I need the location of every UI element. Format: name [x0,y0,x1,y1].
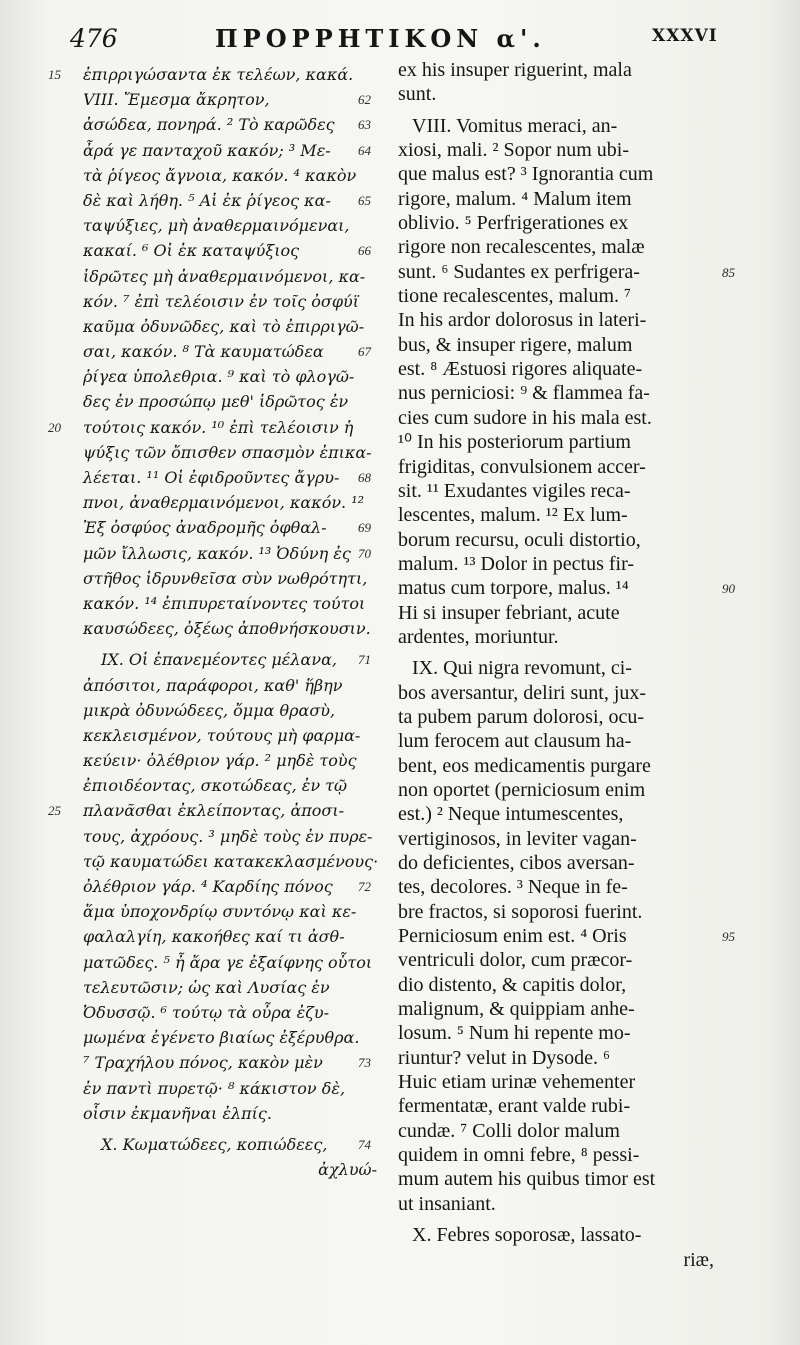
text-line: bus, & insuper rigere, malum [398,333,633,356]
text-line: non oportet (perniciosum enim [398,778,646,801]
margin-line-number: 20 [48,419,61,435]
text-line: VIII. Ἔμεσμα ἄκρητον, [83,90,270,110]
page-binding-shadow [766,0,800,1345]
text-line: cies cum sudore in his mala est. [398,406,652,429]
margin-line-number: 25 [48,803,61,819]
text-line: In his ardor dolorosus in lateri- [398,309,647,332]
text-line: κεκλεισμένον, τούτους μὴ φαρμα- [83,725,361,745]
text-line: bre fractos, si soporosi fuerint. [398,900,643,923]
text-line: losum. ⁵ Num hi repente mo- [398,1022,631,1045]
text-line: ταψύξιες, μὴ ἀναθερμαινόμεναι, [83,216,350,236]
text-line: μικρὰ ὀδυνώδεες, ὄμμα θρασὺ, [83,700,336,720]
text-line: sit. ¹¹ Exudantes vigiles reca- [398,479,631,502]
text-line: ἐπιοιδέοντας, σκοτώδεας, ἐν τῷ [83,776,348,796]
text-line: ut insaniant. [398,1192,496,1215]
text-line: ἐν παντὶ πυρετῷ· ⁸ κάκιστον δὲ, [83,1078,346,1098]
text-line: riuntur? velut in Dysode. ⁶ [398,1046,610,1069]
text-line: do deficientes, cibos aversan- [398,852,635,874]
text-line: matus cum torpore, malus. ¹⁴ [398,577,629,600]
text-line: τῷ καυματώδει κατακεκλασμένους· [83,851,379,871]
text-line: X. Κωματώδεες, κοπιώδεες, [101,1134,328,1154]
text-line: nus perniciosi: ⁹ & flammea fa- [398,382,650,405]
text-line: sunt. ⁶ Sudantes ex perfrigera- [398,260,640,283]
text-line: VIII. Vomitus meraci, an- [412,114,618,137]
text-line: que malus est? ³ Ignorantia cum [398,163,654,186]
running-title: ΠΡΟΡΡΗΤΙΚΟΝ α'. [215,24,546,53]
margin-line-number: 70 [358,545,371,561]
text-line: τὰ ῥίγεος ἄγνοια, κακόν. ⁴ κακὸν [83,165,357,185]
text-line: IX. Οἱ ἐπανεμέοντες μέλανα, [101,650,337,670]
margin-line-number: 72 [358,879,371,894]
text-line: ἐπιρριγώσαντα ἐκ τελέων, κακά. [83,65,354,84]
text-line: ¹⁰ In his posteriorum partium [398,431,631,454]
text-line: est. ⁸ Æstuosi rigores aliquate- [398,358,643,381]
text-line: ψύξις τῶν ὄπισθεν σπασμὸν ἐπικα- [83,442,372,462]
margin-line-number: 64 [358,142,371,158]
text-line: sunt. [398,83,437,106]
text-line: κακόν. ¹⁴ ἐπιπυρεταίνοντες τούτοι [83,593,366,613]
text-line: rigore non recalescentes, malæ [398,236,645,259]
text-line: καυσώδεες, ὀξέως ἀποθνήσκουσιν. [83,619,371,639]
text-line: ἀσώδεα, πονηρά. ² Τὸ καρῶδες [83,115,335,135]
text-line: Hi si insuper febriant, acute [398,601,620,624]
margin-line-number: 63 [358,117,371,133]
text-line: xiosi, mali. ² Sopor num ubi- [398,139,629,162]
text-line: ardentes, moriuntur. [398,625,559,648]
margin-line-number: 15 [48,67,61,82]
text-line: τούτοις κακόν. ¹⁰ ἐπὶ τελέοισιν ἡ [83,417,354,437]
text-line: X. Febres soporosæ, lassato- [412,1224,642,1247]
text-line: oblivio. ⁵ Perfrigerationes ex [398,212,629,235]
text-line: dio distento, & capitis dolor, [398,973,627,996]
text-line: frigiditas, convulsionem accer- [398,455,646,478]
margin-line-number: 90 [722,581,735,597]
text-line: μωμένα ἐγένετο βιαίως ἐξέρυθρα. [83,1028,360,1048]
text-line: ῥίγεα ὑπολεθρια. ⁹ καὶ τὸ φλογῶ- [83,367,355,387]
text-line: riæ, [683,1248,714,1271]
text-line: cundæ. ⁷ Colli dolor malum [398,1119,620,1142]
text-line: δες ἐν προσώπῳ μεθ' ἱδρῶτος ἐν [83,392,349,412]
text-line: πλανᾶσθαι ἐκλείποντας, ἀποσι- [83,801,345,821]
text-line: borum recursu, oculi distortio, [398,528,641,551]
text-line: ex his insuper riguerint, mala [398,59,632,81]
margin-line-number: 73 [358,1055,371,1071]
text-line: bos aversantur, deliri sunt, jux- [398,681,647,704]
text-line: rigore, malum. ⁴ Malum item [398,187,632,210]
margin-line-number: 71 [358,652,371,668]
text-line: bent, eos medicamentis purgare [398,754,651,777]
text-line: malum. ¹³ Dolor in pectus fir- [398,552,634,575]
text-line: ta pubem parum dolorosi, ocu- [398,705,645,728]
margin-line-number: 66 [358,243,371,259]
text-line: ὀλέθριον γάρ. ⁴ Καρδίης πόνος [83,877,333,896]
margin-line-number: 62 [358,92,371,108]
margin-line-number: 95 [722,929,735,945]
page-number: 476 [70,24,118,53]
text-line: ἅμα ὑποχονδρίῳ συντόνῳ καὶ κε- [83,902,357,922]
text-line: μῶν ἴλλωσις, κακόν. ¹³ Ὀδύνη ἐς [83,543,351,563]
text-line: lum ferocem aut clausum ha- [398,730,632,753]
text-line: οἷσιν ἐκμανῆναι ἐλπίς. [83,1103,272,1123]
text-line: κεύειν· ὀλέθριον γάρ. ² μηδὲ τοὺς [83,751,357,771]
latin-text-column [398,58,720,1272]
margin-line-number: 67 [358,344,371,360]
text-line: Ὀδυσσῷ. ⁶ τούτῳ τὰ οὖρα ἐζυ- [83,1002,330,1022]
margin-line-number: 68 [358,470,371,485]
text-line: fermentatæ, erant valde rubi- [398,1095,631,1118]
text-line: ἱδρῶτες μὴ ἀναθερμαινόμενοι, κα- [83,266,366,286]
text-line: ματῶδες. ⁵ ἦ ἄρα γε ἐξαίφνης οὗτοι [83,952,373,972]
text-line: πνοι, ἀναθερμαινόμενοι, κακόν. ¹² [83,493,365,513]
text-line: κακαί. ⁶ Οἱ ἐκ καταψύξιος [83,241,300,261]
text-line: ἀπόσιτοι, παράφοροι, καθ' ἥβην [83,675,343,695]
text-line: lescentes, malum. ¹² Ex lum- [398,504,628,527]
chapter-number: XXXVI [652,26,718,46]
text-line: τους, ἀχρόους. ³ μηδὲ τοὺς ἐν πυρε- [83,826,373,846]
text-line: IX. Qui nigra revomunt, ci- [412,657,632,680]
text-line: λέεται. ¹¹ Οἱ ἐφιδροῦντες ἄγρυ- [83,468,340,487]
text-line: κόν. ⁷ ἐπὶ τελέοισιν ἐν τοῖς ὀσφύϊ [83,291,360,311]
margin-line-number: 74 [358,1136,371,1152]
text-line: φαλαλγίη, κακοήθες καί τι ἀσθ- [83,927,345,947]
text-line: tes, decolores. ³ Neque in fe- [398,876,628,899]
text-line: est.) ² Neque intumescentes, [398,803,624,826]
text-line: mum autem his quibus timor est [398,1168,656,1191]
text-line: Ἐξ ὀσφύος ἀναδρομῆς ὀφθαλ- [83,518,327,538]
text-line: Huic etiam urinæ vehementer [398,1071,636,1094]
text-line: quidem in omni febre, ⁸ pessi- [398,1144,640,1167]
text-line: Perniciosum enim est. ⁴ Oris [398,925,627,948]
margin-line-number: 65 [358,192,371,208]
text-line: malignum, & quippiam anhe- [398,998,635,1021]
text-line: ἆρά γε πανταχοῦ κακόν; ³ Με- [83,140,331,160]
text-line: ἀχλυώ- [318,1160,377,1180]
text-line: σαι, κακόν. ⁸ Τὰ καυματώδεα [83,342,324,362]
text-line: στῆθος ἱδρυνθεῖσα σὺν νωθρότητι, [83,568,368,588]
text-line: τελευτῶσιν; ὡς καὶ Λυσίας ἐν [83,977,330,997]
page-header [0,24,800,58]
text-line: vertiginosos, in leviter vagan- [398,827,637,850]
text-line: tione recalescentes, malum. ⁷ [398,285,631,308]
text-line: καῦμα ὀδυνῶδες, καὶ τὸ ἐπιρριγῶ- [83,316,365,336]
margin-line-number: 85 [722,264,735,280]
text-line: ⁷ Τραχήλου πόνος, κακὸν μὲν [83,1053,323,1073]
text-line: ventriculi dolor, cum præcor- [398,949,633,972]
margin-line-number: 69 [358,520,371,536]
text-line: δὲ καὶ λήθη. ⁵ Αἱ ἐκ ῥίγεος κα- [83,190,331,210]
greek-text-column [83,62,383,1182]
